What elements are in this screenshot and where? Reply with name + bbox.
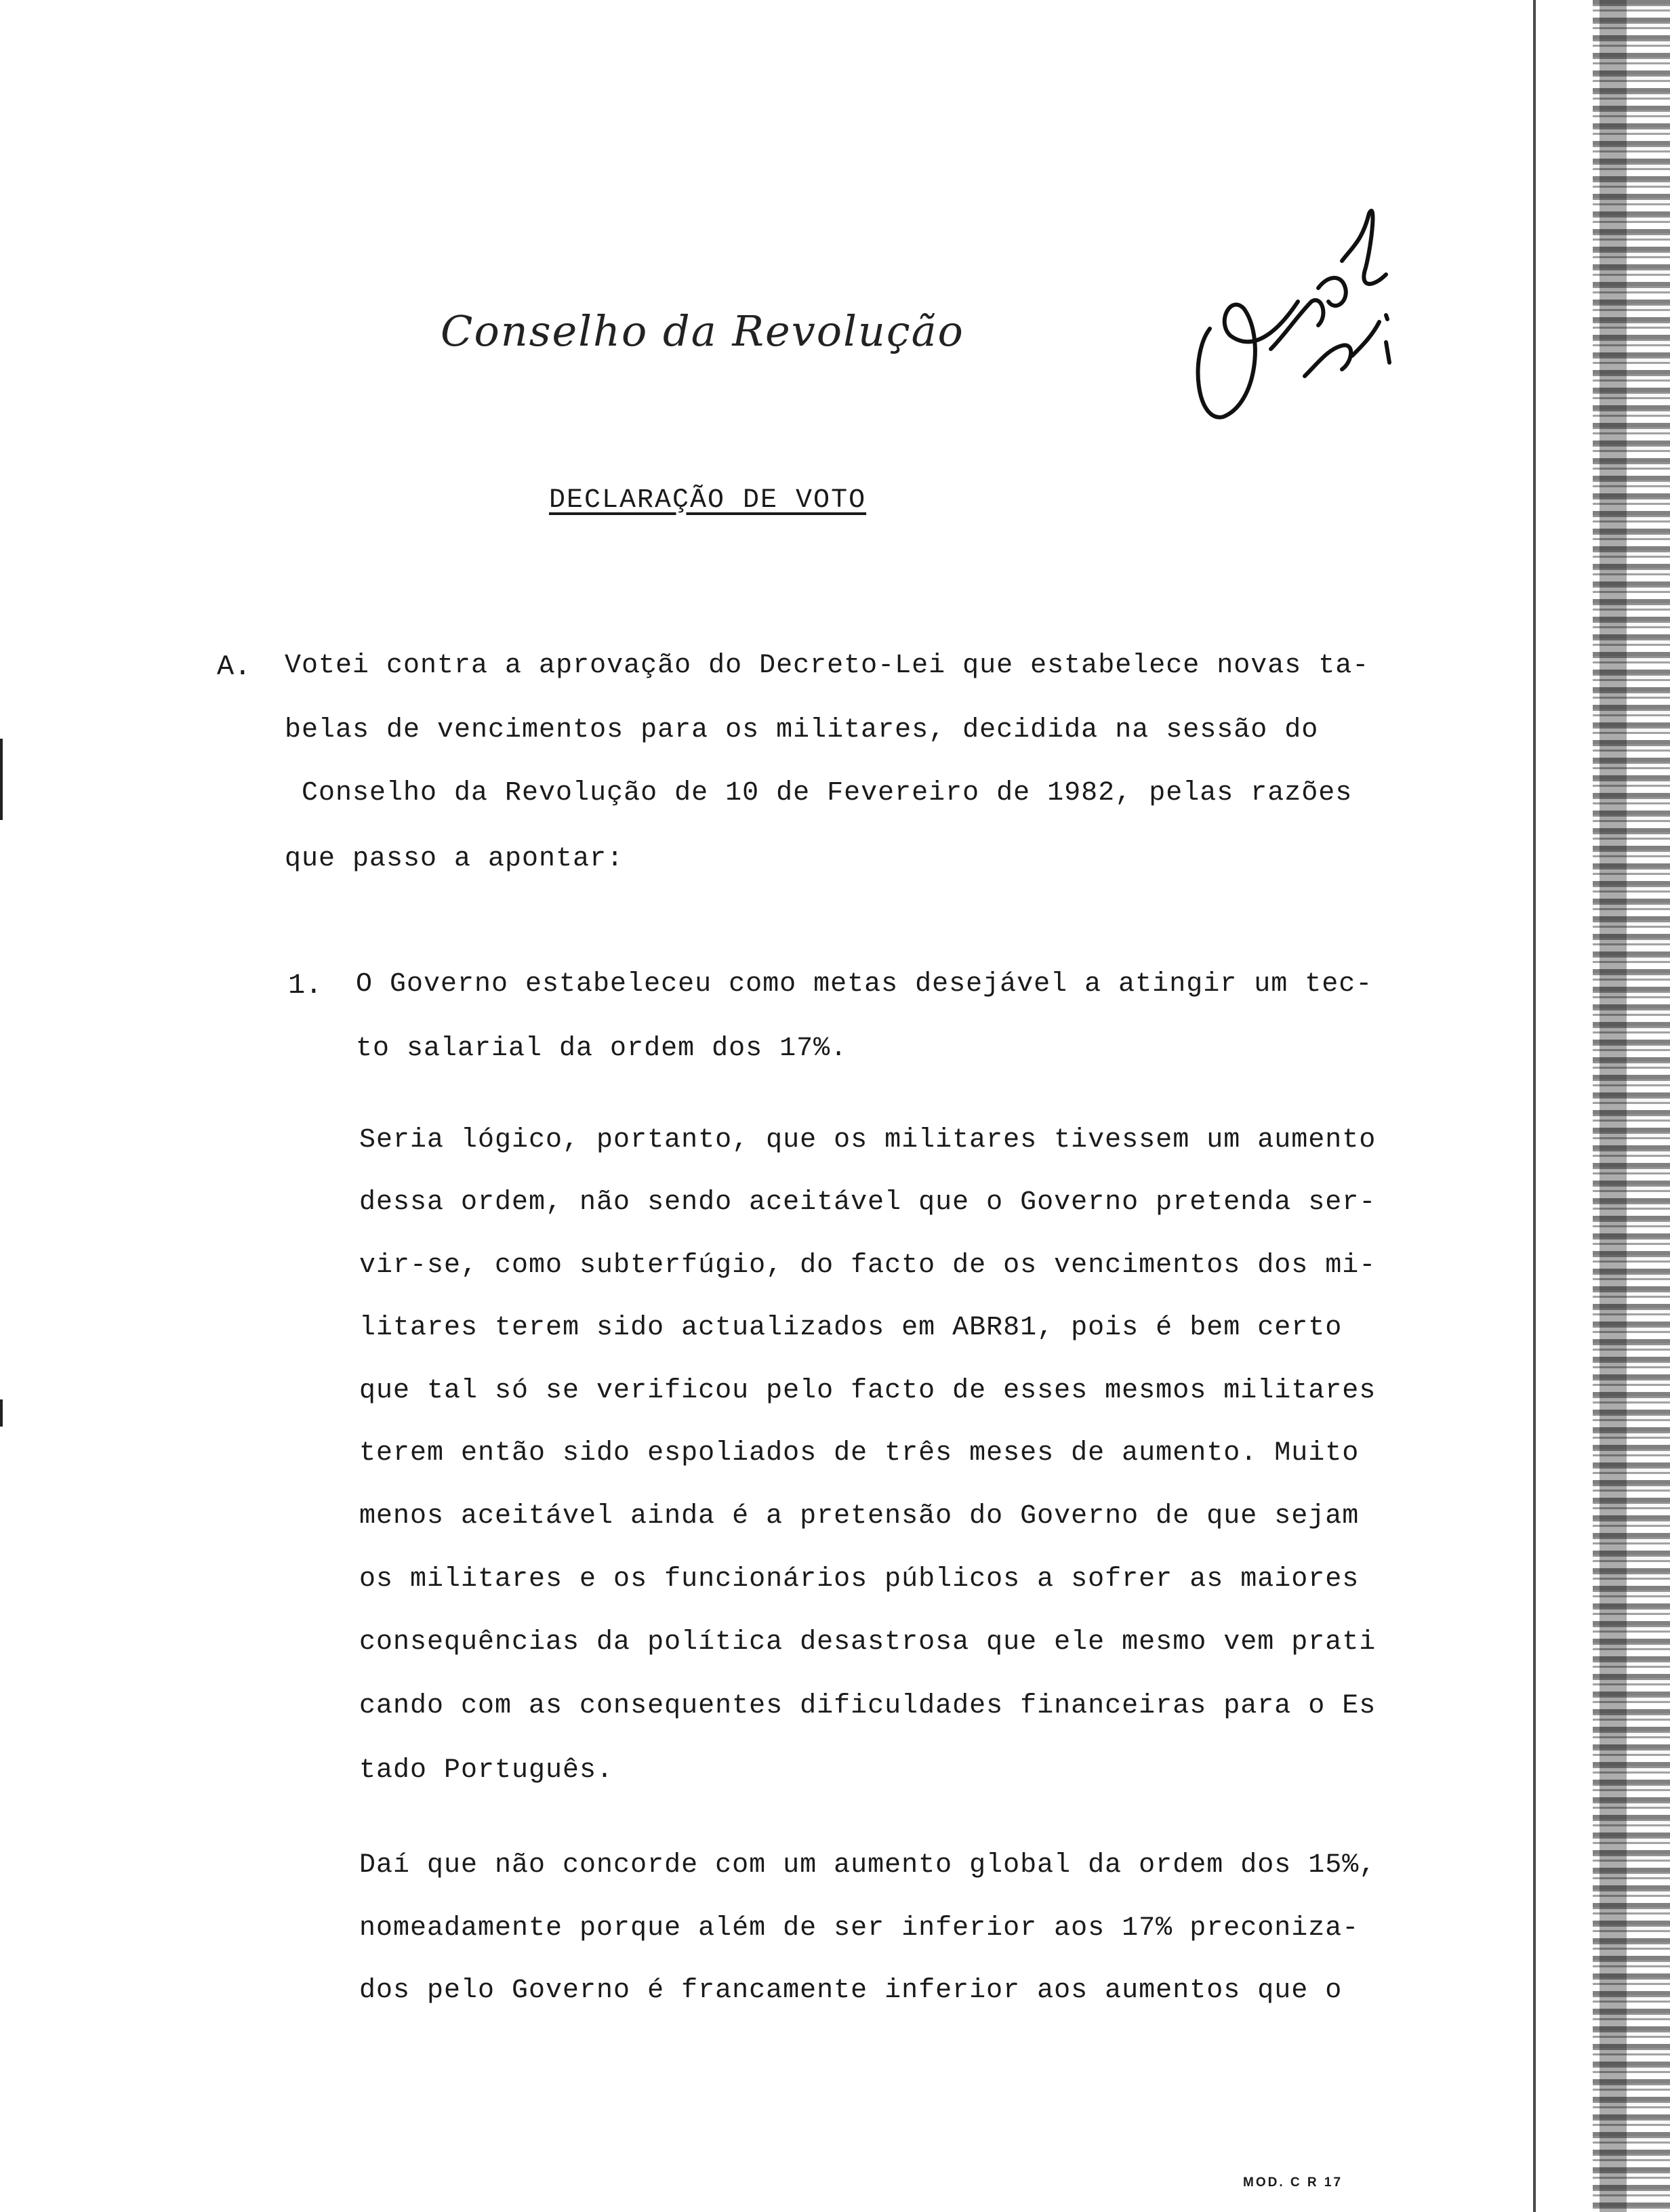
page-title: DECLARAÇÃO DE VOTO [549, 485, 867, 516]
section-a-line: belas de vencimentos para os militares, decidida na sessão do [285, 715, 1319, 745]
section-a-marker: A. [217, 651, 251, 683]
paragraph-line: os militares e os funcionários públicos a sofrer as maiores [359, 1564, 1360, 1595]
paragraph-line: terem então sido espoliados de três meses de aumento. Muito [359, 1438, 1360, 1469]
item-1-marker: 1. [288, 969, 323, 1002]
section-a-line: Conselho da Revolução de 10 de Fevereiro de 1982, pelas razões [302, 778, 1353, 808]
paragraph-line: menos aceitável ainda é a pretensão do Governo de que sejam [359, 1501, 1360, 1532]
paragraph-line: dos pelo Governo é francamente inferior aos aumentos que o [359, 1975, 1343, 2006]
item-1-line: O Governo estabeleceu como metas desejável a atingir um tec- [356, 969, 1373, 1000]
paragraph-line: cando com as consequentes dificuldades financeiras para o Es [359, 1691, 1377, 1721]
section-a-line: Votei contra a aprovação do Decreto-Lei que estabelece novas ta- [285, 651, 1370, 681]
scan-edge-shadow [1600, 0, 1627, 2212]
handwritten-signature [1183, 200, 1413, 444]
paragraph-line: consequências da política desastrosa que ele mesmo vem prati [359, 1627, 1377, 1658]
form-code: MOD. C R 17 [1243, 2175, 1343, 2190]
letterhead: Conselho da Revolução [441, 306, 964, 356]
item-1-line: to salarial da ordem dos 17%. [356, 1033, 848, 1064]
page-edge-line [1533, 0, 1536, 2212]
paragraph-line: litares terem sido actualizados em ABR81, pois é bem certo [359, 1313, 1343, 1343]
paragraph-line: tado Português. [359, 1755, 614, 1786]
section-a-line: que passo a apontar: [285, 844, 624, 874]
scan-mark-left [0, 1399, 3, 1427]
paragraph-line: Seria lógico, portanto, que os militares tivessem um aumento [359, 1125, 1377, 1155]
paragraph-line: Daí que não concorde com um aumento global da ordem dos 15%, [359, 1850, 1377, 1881]
paragraph-line: nomeadamente porque além de ser inferior aos 17% preconiza- [359, 1913, 1360, 1944]
paragraph-line: dessa ordem, não sendo aceitável que o Governo pretenda ser- [359, 1187, 1377, 1218]
paragraph-line: vir-se, como subterfúgio, do facto de os vencimentos dos mi- [359, 1250, 1377, 1281]
paragraph-line: que tal só se verificou pelo facto de esses mesmos militares [359, 1376, 1377, 1406]
scan-mark-left [0, 739, 3, 820]
